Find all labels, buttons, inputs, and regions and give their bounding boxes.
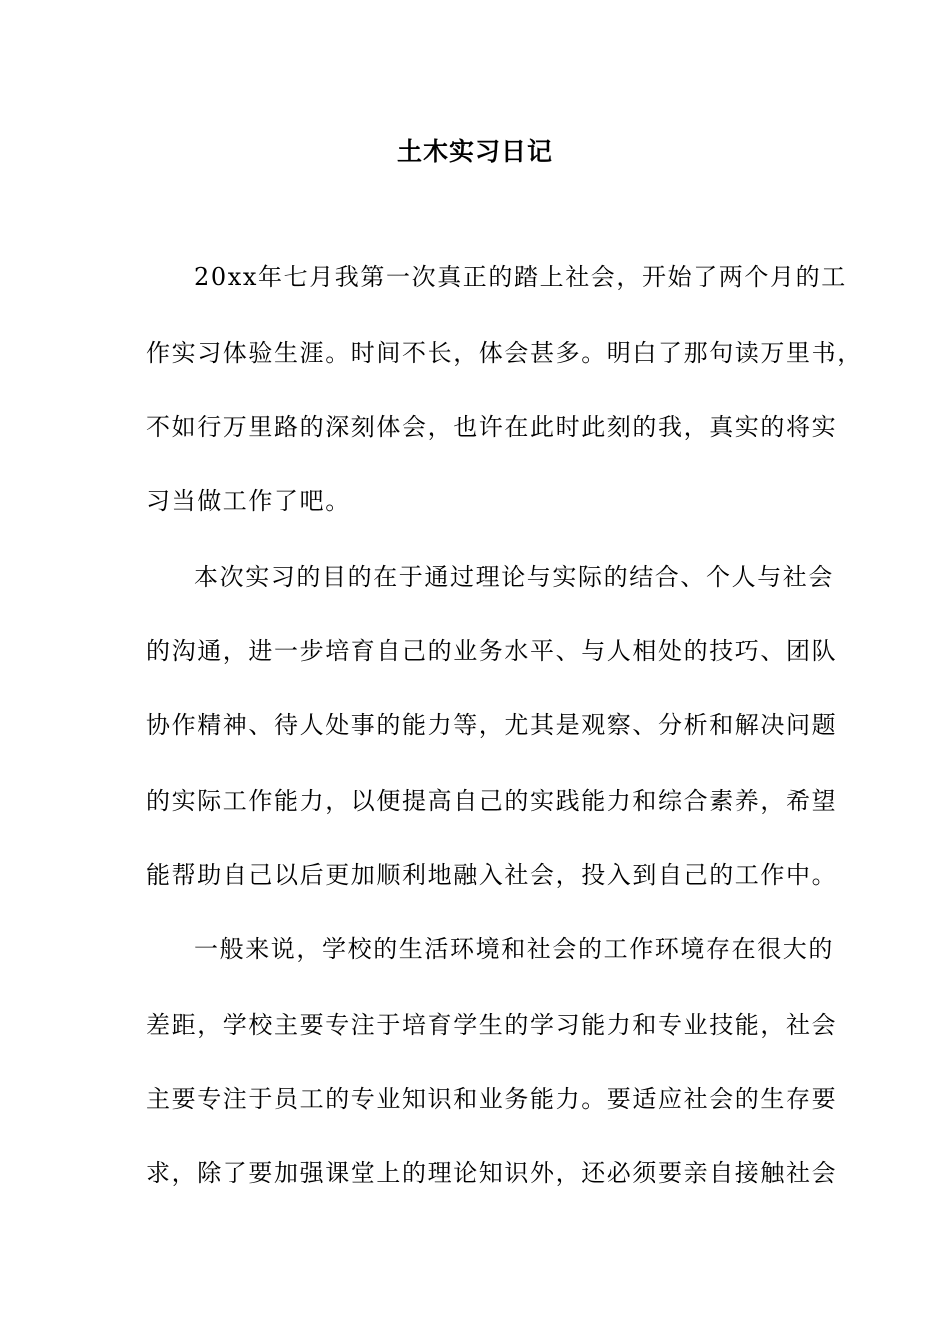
paragraph-3-line-3: 主要专注于员工的专业知识和业务能力。要适应社会的生存要 (146, 1085, 838, 1113)
paragraph-3-line-2: 差距，学校主要专注于培育学生的学习能力和专业技能，社会 (146, 1011, 838, 1039)
paragraph-2-line-5: 能帮助自己以后更加顺利地融入社会，投入到自己的工作中。 (146, 861, 838, 889)
paragraph-2-line-2: 的沟通，进一步培育自己的业务水平、与人相处的技巧、团队 (146, 637, 838, 665)
paragraph-1-line-3: 不如行万里路的深刻体会，也许在此时此刻的我，真实的将实 (146, 413, 838, 441)
paragraph-3-line-4: 求，除了要加强课堂上的理论知识外，还必须要亲自接触社会 (146, 1159, 838, 1187)
paragraph-3-line-1: 一般来说，学校的生活环境和社会的工作环境存在很大的 (194, 935, 834, 963)
paragraph-1-line-1: 20xx年七月我第一次真正的踏上社会，开始了两个月的工 (194, 263, 847, 291)
paragraph-2-line-3: 协作精神、待人处事的能力等，尤其是观察、分析和解决问题 (146, 711, 838, 739)
paragraph-1-line-2: 作实习体验生涯。时间不长，体会甚多。明白了那句读万里书， (146, 339, 863, 367)
paragraph-2-line-1: 本次实习的目的在于通过理论与实际的结合、个人与社会 (194, 563, 834, 591)
document-title: 土木实习日记 (396, 137, 553, 166)
paragraph-2-line-4: 的实际工作能力，以便提高自己的实践能力和综合素养，希望 (146, 787, 838, 815)
paragraph-1-line-4: 习当做工作了吧。 (146, 487, 351, 515)
